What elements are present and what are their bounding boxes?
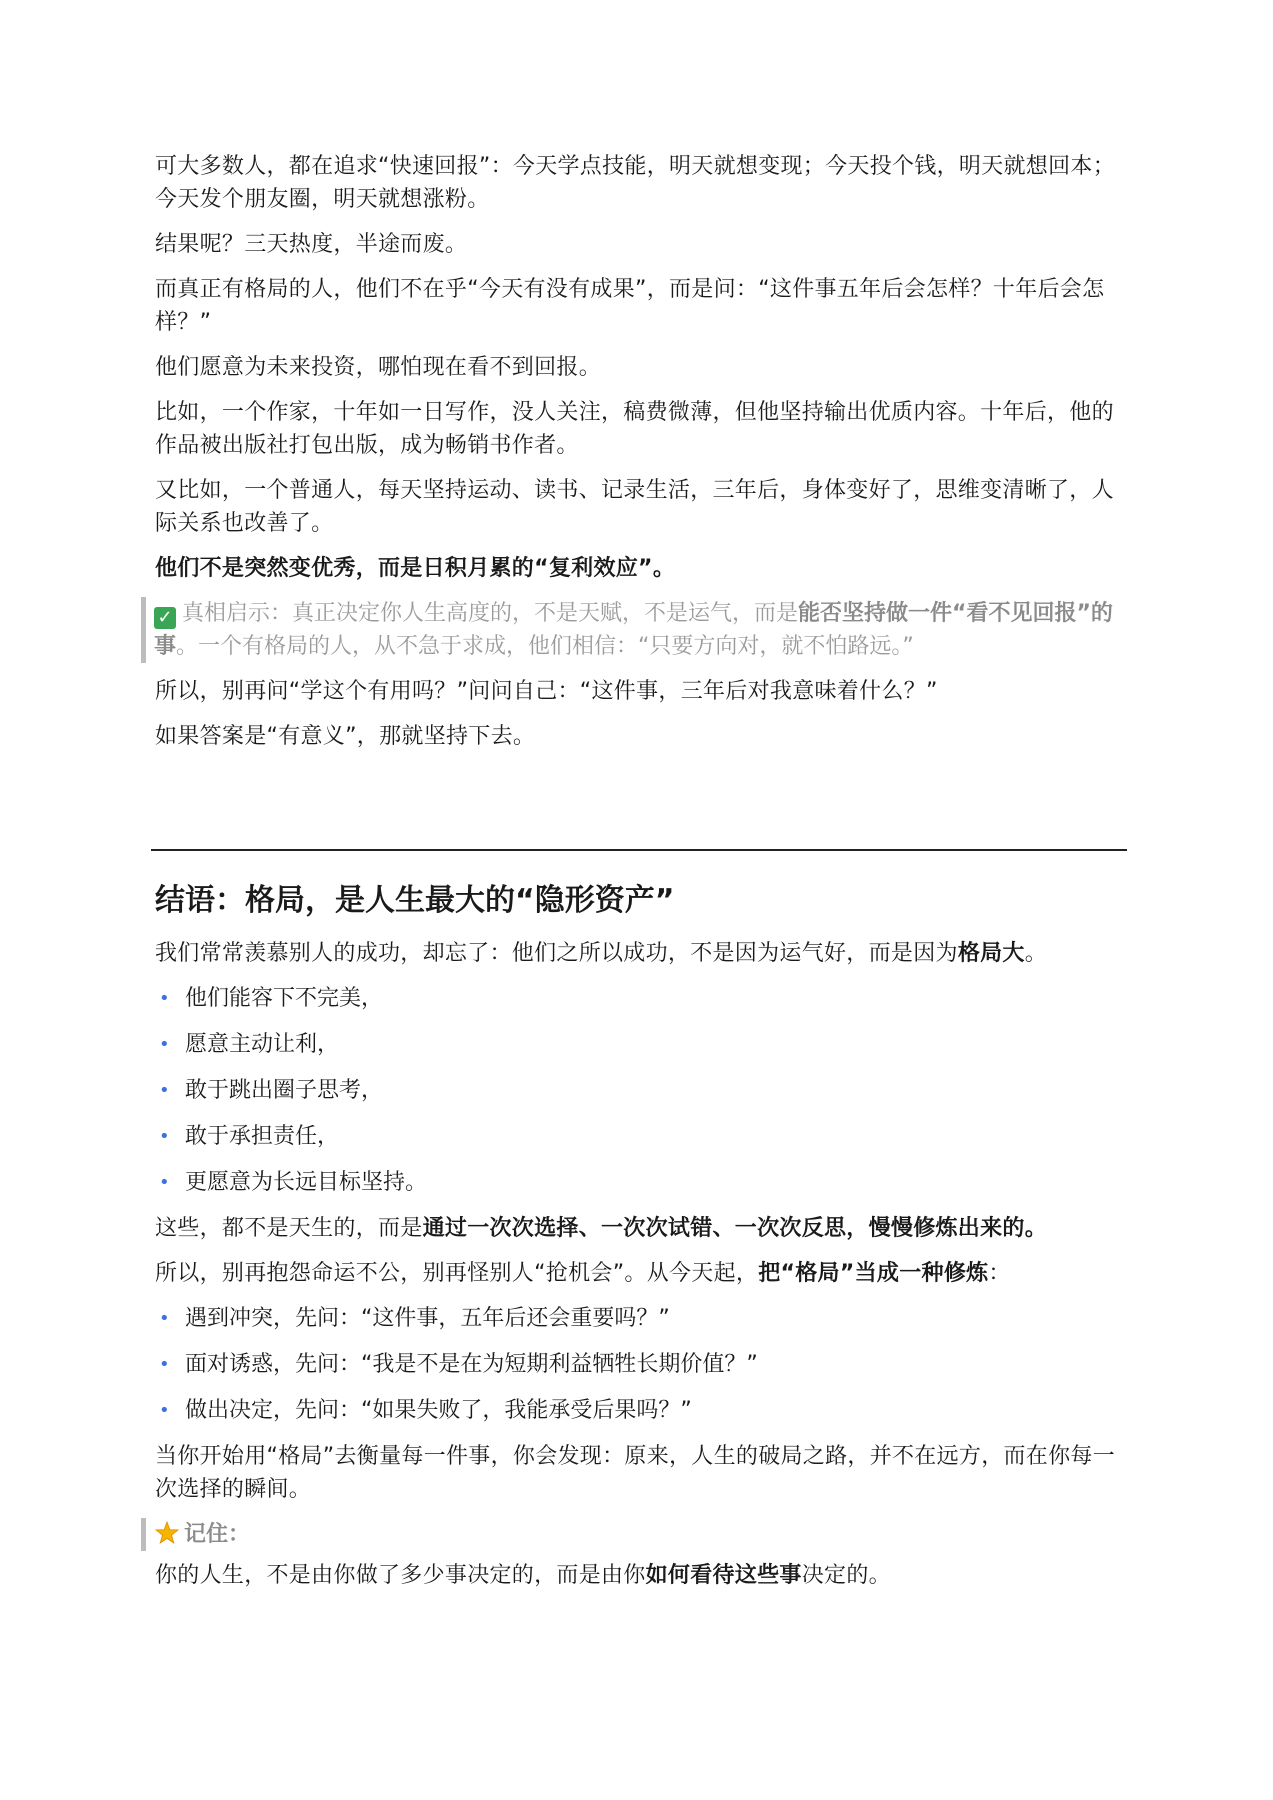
paragraph: 所以，别再问“学这个有用吗？”问问自己：“这件事，三年后对我意味着什么？” [155,679,938,704]
list-item-text: 更愿意为长远目标坚持。 [185,1170,428,1195]
bullet-icon: • [159,1354,170,1375]
remember-quote-block [141,1518,1125,1551]
paragraph: 他们愿意为未来投资，哪怕现在看不到回报。 [155,355,602,380]
paragraph-suffix: 决定的。 [801,1563,891,1588]
quote-text-suffix: 。一个有格局的人，从不急于求成，他们相信：“只要方向对，就不怕路远。” [176,634,914,659]
paragraph [155,1257,1125,1290]
truth-quote-block [141,597,1125,663]
list-item [155,1166,1125,1199]
paragraph-bold: 把“格局”当成一种修炼 [758,1261,989,1286]
section-divider [151,849,1127,851]
bold-paragraph: 他们不是突然变优秀，而是日积月累的“复利效应”。 [155,556,676,581]
paragraph: 如果答案是“有意义”，那就坚持下去。 [155,724,536,749]
article-body [155,150,1125,1604]
intro-prefix: 我们常常羡慕别人的成功，却忘了：他们之所以成功，不是因为运气好，而是因为 [155,941,958,966]
list-item-text: 遇到冲突，先问：“这件事，五年后还会重要吗？” [185,1306,670,1331]
bullet-icon: • [159,1308,170,1329]
bullet-icon: • [159,1172,170,1193]
closing-paragraph [155,1559,1125,1592]
paragraph-suffix: ： [988,1261,1011,1286]
bullet-icon: • [159,1126,170,1147]
traits-list [155,982,1125,1199]
paragraph-prefix: 所以，别再抱怨命运不公，别再怪别人“抢机会”。从今天起， [155,1261,759,1286]
intro-suffix: 。 [1024,941,1048,966]
list-item-text: 敢于跳出圈子思考， [185,1078,384,1103]
list-item-text: 做出决定，先问：“如果失败了，我能承受后果吗？” [185,1398,692,1423]
list-item-text: 敢于承担责任， [185,1124,340,1149]
intro-bold: 格局大 [957,941,1025,966]
list-item [155,1394,1125,1427]
list-item [155,1074,1125,1107]
paragraph: 比如，一个作家，十年如一日写作，没人关注，稿费微薄，但他坚持输出优质内容。十年后，他的作品被出版社打包出版，成为畅销书作者。 [155,400,1114,458]
list-item [155,1348,1125,1381]
paragraph: 可大多数人，都在追求“快速回报”：今天学点技能，明天就想变现；今天投个钱，明天就想回本；今天发个朋友圈，明天就想涨粉。 [155,154,1115,212]
check-mark-icon: ✓ [154,607,176,629]
quote-text-prefix: 真相启示：真正决定你人生高度的，不是天赋，不是运气，而是 [182,601,799,626]
list-item [155,1028,1125,1061]
paragraph: 当你开始用“格局”去衡量每一件事，你会发现：原来，人生的破局之路，并不在远方，而在你每一次选择的瞬间。 [155,1444,1115,1502]
intro-paragraph [155,937,1125,970]
bullet-icon: • [159,1400,170,1421]
paragraph: 又比如，一个普通人，每天坚持运动、读书、记录生活，三年后，身体变好了，思维变清晰了，人际关系也改善了。 [155,478,1114,536]
paragraph-bold: 如何看待这些事 [645,1563,802,1588]
list-item-text: 愿意主动让利， [185,1032,340,1057]
list-item-text: 他们能容下不完美， [185,986,384,1011]
paragraph-prefix: 这些，都不是天生的，而是 [155,1216,423,1241]
list-item [155,982,1125,1015]
paragraph-bold: 通过一次次选择、一次次试错、一次次反思，慢慢修炼出来的。 [422,1216,1048,1241]
paragraph-prefix: 你的人生，不是由你做了多少事决定的，而是由你 [155,1563,646,1588]
paragraph: 结果呢？三天热度，半途而废。 [155,232,468,257]
paragraph: 而真正有格局的人，他们不在乎“今天有没有成果”，而是问：“这件事五年后会怎样？十年后会怎样？” [155,277,1105,335]
list-item [155,1120,1125,1153]
list-item-text: 面对诱惑，先问：“我是不是在为短期利益牺牲长期价值？” [185,1352,758,1377]
bullet-icon: • [159,1080,170,1101]
quote-text-bold: 能否坚持做一件“看不见回报”的事 [154,601,1113,659]
bullet-icon: • [159,1034,170,1055]
section-heading: 结语：格局，是人生最大的“隐形资产” [155,883,675,918]
list-item [155,1302,1125,1335]
paragraph [155,1212,1125,1245]
questions-list [155,1302,1125,1427]
star-icon [154,1521,180,1545]
bullet-icon: • [159,988,170,1009]
remember-label: 记住： [184,1522,251,1547]
